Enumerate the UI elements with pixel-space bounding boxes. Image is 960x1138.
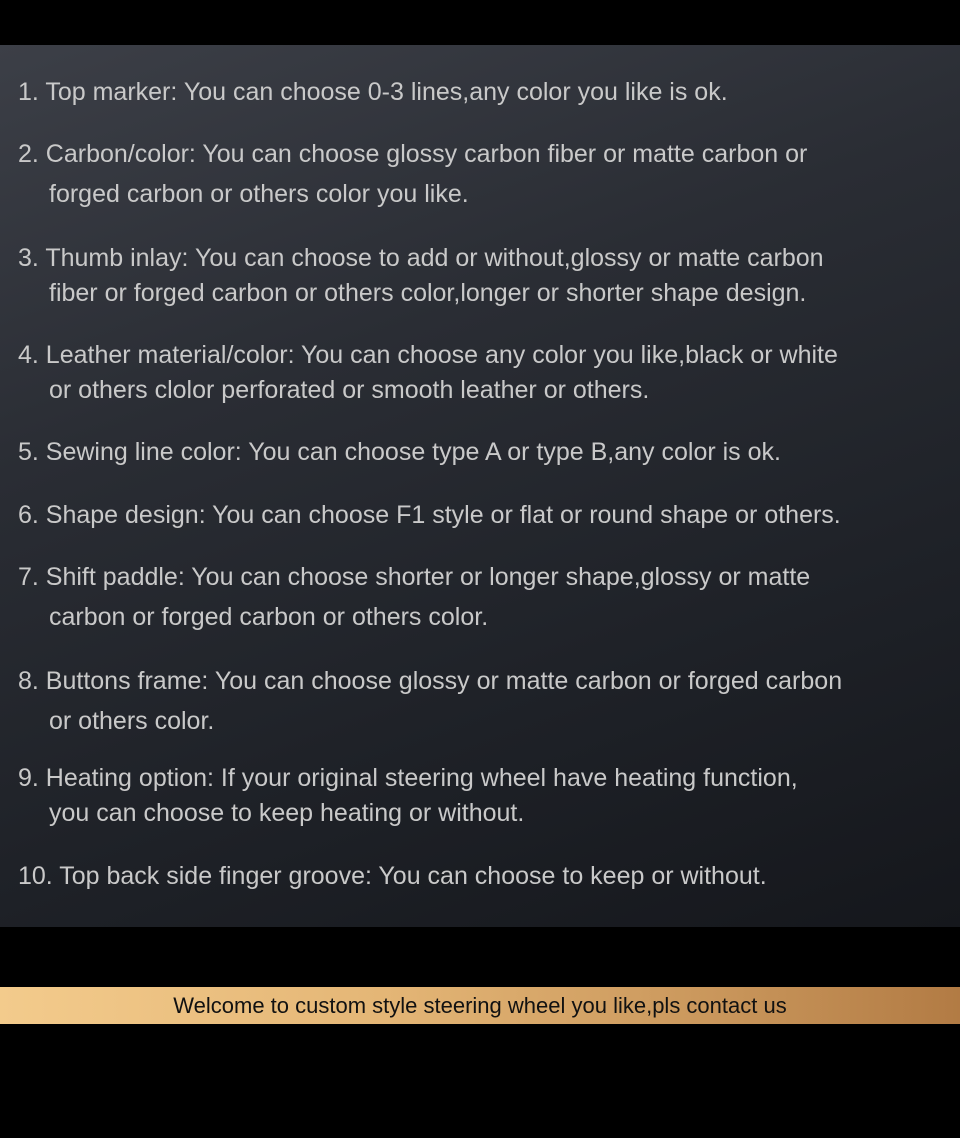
option-item-heating bbox=[18, 761, 953, 831]
option-line-continued: fiber or forged carbon or others color,longer or shorter shape design. bbox=[49, 279, 807, 307]
option-line: 8. Buttons frame: You can choose glossy or matte carbon or forged carbon bbox=[18, 667, 843, 695]
option-line: 1. Top marker: You can choose 0-3 lines,any color you like is ok. bbox=[18, 78, 728, 106]
option-item-shift-paddle bbox=[18, 557, 953, 637]
option-line: 6. Shape design: You can choose F1 style or flat or round shape or others. bbox=[18, 501, 841, 529]
option-item-finger-groove bbox=[18, 856, 953, 896]
option-line-continued: carbon or forged carbon or others color. bbox=[49, 603, 489, 631]
option-line: 9. Heating option: If your original steering wheel have heating function, bbox=[18, 764, 798, 792]
option-line-continued: or others clolor perforated or smooth leather or others. bbox=[49, 376, 650, 404]
option-line: 5. Sewing line color: You can choose type A or type B,any color is ok. bbox=[18, 438, 781, 466]
option-item-leather bbox=[18, 338, 953, 408]
option-item-shape-design bbox=[18, 495, 953, 535]
option-line-continued: forged carbon or others color you like. bbox=[49, 180, 469, 208]
option-item-sewing-line bbox=[18, 432, 953, 472]
option-line-continued: you can choose to keep heating or without. bbox=[49, 799, 525, 827]
contact-banner: Welcome to custom style steering wheel you like,pls contact us bbox=[0, 987, 960, 1024]
option-item-thumb-inlay bbox=[18, 241, 953, 311]
option-line-continued: or others color. bbox=[49, 707, 215, 735]
option-item-top-marker bbox=[18, 72, 953, 112]
option-item-buttons-frame bbox=[18, 661, 953, 741]
option-line: 10. Top back side finger groove: You can choose to keep or without. bbox=[18, 862, 767, 890]
option-line: 4. Leather material/color: You can choose any color you like,black or white bbox=[18, 341, 838, 369]
option-item-carbon-color bbox=[18, 134, 953, 214]
option-line: 2. Carbon/color: You can choose glossy carbon fiber or matte carbon or bbox=[18, 140, 808, 168]
option-line: 7. Shift paddle: You can choose shorter or longer shape,glossy or matte bbox=[18, 563, 811, 591]
option-line: 3. Thumb inlay: You can choose to add or without,glossy or matte carbon bbox=[18, 244, 824, 272]
